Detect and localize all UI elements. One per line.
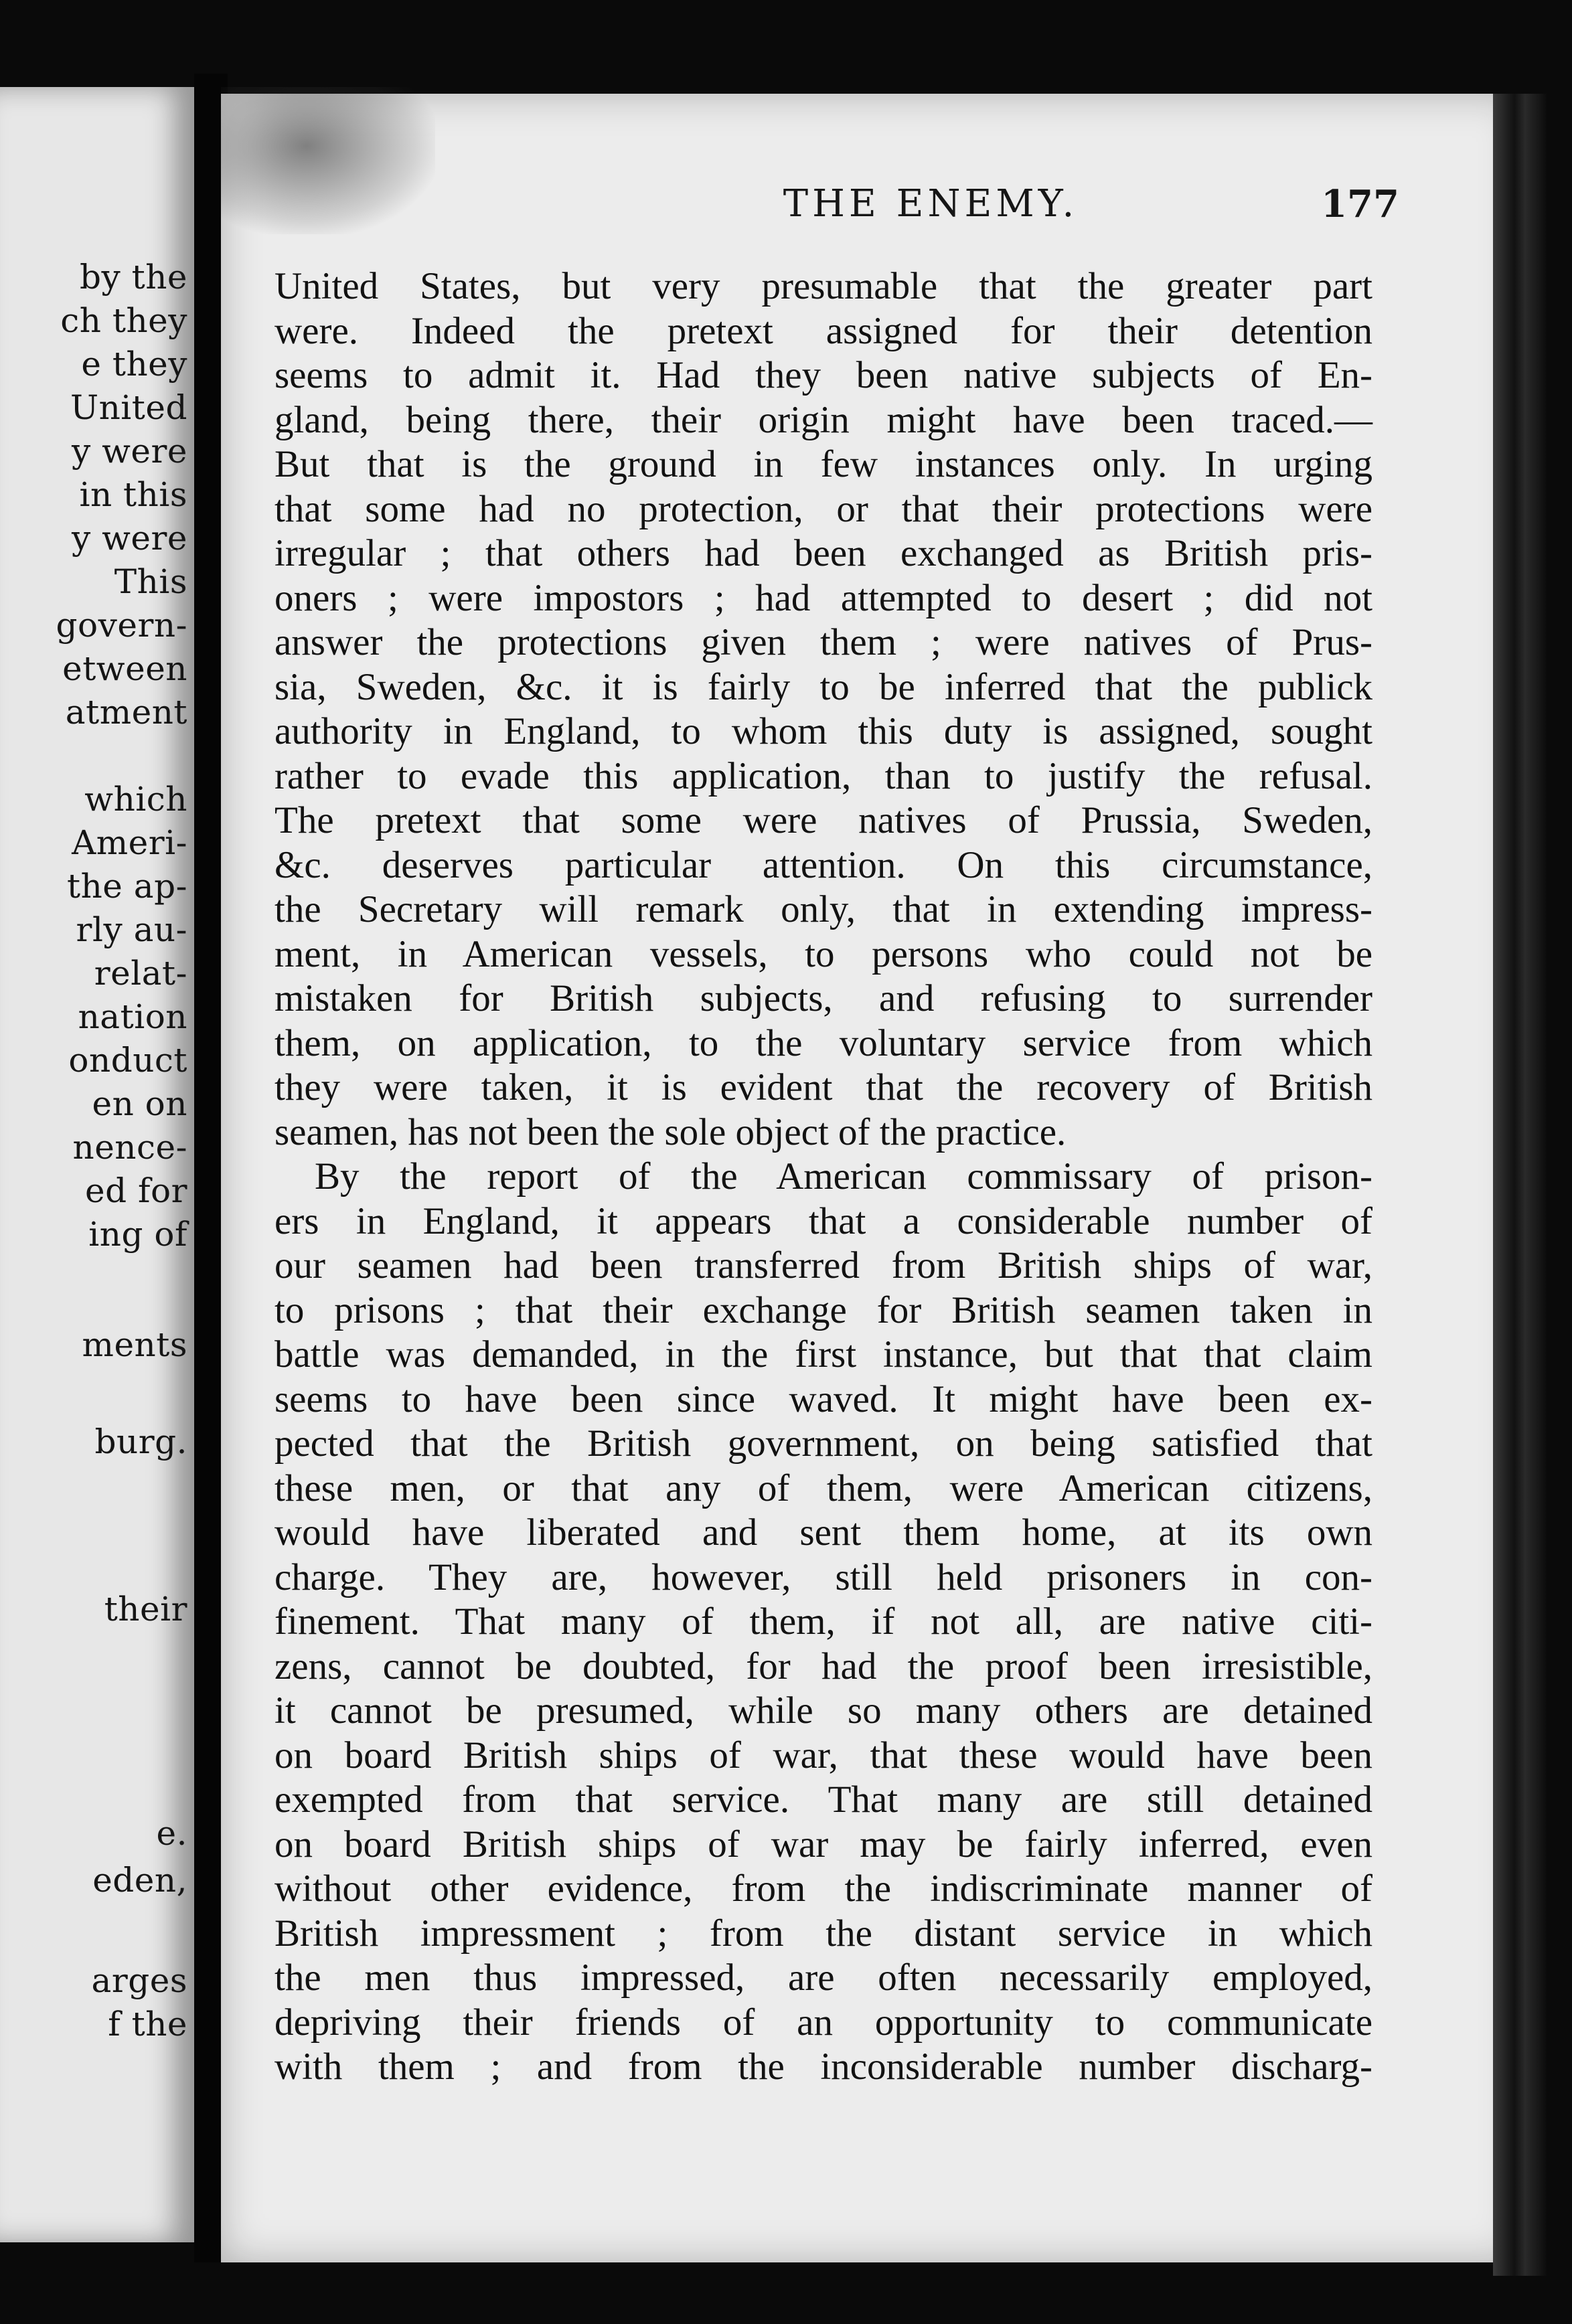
text-line: were. Indeed the pretext assigned for their detention bbox=[274, 309, 1372, 352]
text-line: they were taken, it is evident that the recovery of British bbox=[274, 1066, 1372, 1108]
facing-page-fragment: eden, bbox=[92, 1861, 187, 1900]
facing-page-fragment: their bbox=[104, 1590, 187, 1629]
facing-page-fragment: ing of bbox=[88, 1215, 187, 1254]
text-line: charge. They are, however, still held prisoners in con- bbox=[274, 1556, 1372, 1598]
text-line: exempted from that service. That many are still detained bbox=[274, 1778, 1372, 1821]
text-line: with them ; and from the inconsiderable number discharg- bbox=[274, 2046, 1372, 2088]
facing-page-fragment: govern- bbox=[56, 606, 187, 645]
facing-page bbox=[0, 87, 194, 2242]
facing-page-fragment: Ameri- bbox=[72, 823, 187, 862]
facing-page-fragment: rly au- bbox=[76, 910, 187, 949]
facing-page-fragment: arges bbox=[91, 1961, 187, 2000]
facing-page-fragment: ch they bbox=[60, 301, 187, 340]
text-line: the men thus impressed, are often necessarily employed, bbox=[274, 1957, 1372, 1999]
facing-page-fragment: in this bbox=[79, 475, 187, 514]
facing-page-fragment: atment bbox=[65, 693, 187, 732]
facing-page-fragment: f the bbox=[108, 2005, 187, 2044]
facing-page-fragment: ments bbox=[82, 1325, 187, 1364]
text-line: rather to evade this application, than to justify the refusal. bbox=[274, 754, 1372, 797]
text-line: gland, being there, their origin might have been traced.— bbox=[274, 398, 1372, 441]
text-line: on board British ships of war may be fairly inferred, even bbox=[274, 1823, 1372, 1865]
facing-page-fragment: by the bbox=[79, 258, 187, 297]
text-line: would have liberated and sent them home, at its own bbox=[274, 1511, 1372, 1554]
text-line: The pretext that some were natives of Prussia, Sweden, bbox=[274, 799, 1372, 841]
facing-page-fragment: y were bbox=[71, 519, 187, 558]
facing-page-fragment: e. bbox=[156, 1814, 187, 1853]
text-line: oners ; were impostors ; had attempted to desert ; did not bbox=[274, 576, 1372, 619]
text-line: the Secretary will remark only, that in extending impress- bbox=[274, 888, 1372, 930]
page-edge bbox=[1493, 94, 1547, 2276]
facing-page-fragment: which bbox=[84, 780, 187, 819]
facing-page-fragment: This bbox=[114, 562, 187, 601]
facing-page-fragment: etween bbox=[62, 649, 187, 688]
text-line: without other evidence, from the indiscriminate manner of bbox=[274, 1868, 1372, 1910]
facing-page-fragment: ed for bbox=[85, 1171, 187, 1210]
facing-page-fragment: relat- bbox=[94, 954, 187, 993]
facing-page-fragment: the ap- bbox=[67, 867, 187, 906]
page-header bbox=[221, 182, 1399, 236]
facing-page-fragment: nation bbox=[78, 997, 187, 1036]
text-line: authority in England, to whom this duty is assigned, sought bbox=[274, 710, 1372, 752]
text-line: them, on application, to the voluntary service from which bbox=[274, 1021, 1372, 1064]
text-line: mistaken for British subjects, and refusing to surrender bbox=[274, 977, 1372, 1019]
text-line: &c. deserves particular attention. On this circumstance, bbox=[274, 843, 1372, 886]
page-body bbox=[274, 264, 1372, 2090]
text-line: that some had no protection, or that their protections were bbox=[274, 487, 1372, 530]
text-line: answer the protections given them ; were natives of Prus- bbox=[274, 621, 1372, 663]
text-line: British impressment ; from the distant service in which bbox=[274, 1912, 1372, 1955]
text-line: But that is the ground in few instances only. In urging bbox=[274, 443, 1372, 485]
paragraph-start-line: By the report of the American commissary of prison- bbox=[315, 1155, 1372, 1197]
text-line: depriving their friends of an opportunity to communicate bbox=[274, 2001, 1372, 2044]
text-line: United States, but very presumable that the greater part bbox=[274, 265, 1372, 307]
text-line: pected that the British government, on being satisfied that bbox=[274, 1422, 1372, 1465]
text-line: battle was demanded, in the first instance, but that that claim bbox=[274, 1333, 1372, 1376]
paragraph-end-line: seamen, has not been the sole object of the practice. bbox=[274, 1110, 1067, 1153]
text-line: it cannot be presumed, while so many others are detained bbox=[274, 1689, 1372, 1732]
text-line: seems to have been since waved. It might have been ex- bbox=[274, 1378, 1372, 1420]
text-line: to prisons ; that their exchange for British seamen taken in bbox=[274, 1289, 1372, 1331]
facing-page-fragment: nence- bbox=[72, 1128, 187, 1167]
text-line: seems to admit it. Had they been native subjects of En- bbox=[274, 354, 1372, 396]
text-line: these men, or that any of them, were American citizens, bbox=[274, 1467, 1372, 1509]
text-line: finement. That many of them, if not all, are native citi- bbox=[274, 1600, 1372, 1643]
text-line: our seamen had been transferred from British ships of war, bbox=[274, 1244, 1372, 1286]
text-line: sia, Sweden, &c. it is fairly to be inferred that the publick bbox=[274, 665, 1372, 708]
facing-page-fragment: burg. bbox=[94, 1422, 187, 1461]
facing-page-fragment: en on bbox=[92, 1084, 187, 1123]
facing-page-fragment: e they bbox=[81, 345, 187, 384]
page-number: 177 bbox=[1321, 182, 1399, 226]
text-line: on board British ships of war, that these would have been bbox=[274, 1734, 1372, 1776]
text-line: ment, in American vessels, to persons who could not be bbox=[274, 932, 1372, 975]
text-line: zens, cannot be doubted, for had the proof been irresistible, bbox=[274, 1645, 1372, 1687]
facing-page-fragment: onduct bbox=[68, 1041, 187, 1080]
running-head: THE ENEMY. bbox=[783, 182, 1079, 226]
facing-page-fragment: United bbox=[70, 388, 187, 427]
text-line: ers in England, it appears that a considerable number of bbox=[274, 1199, 1372, 1242]
text-line: irregular ; that others had been exchanged as British pris- bbox=[274, 532, 1372, 574]
facing-page-fragment: y were bbox=[71, 432, 187, 471]
